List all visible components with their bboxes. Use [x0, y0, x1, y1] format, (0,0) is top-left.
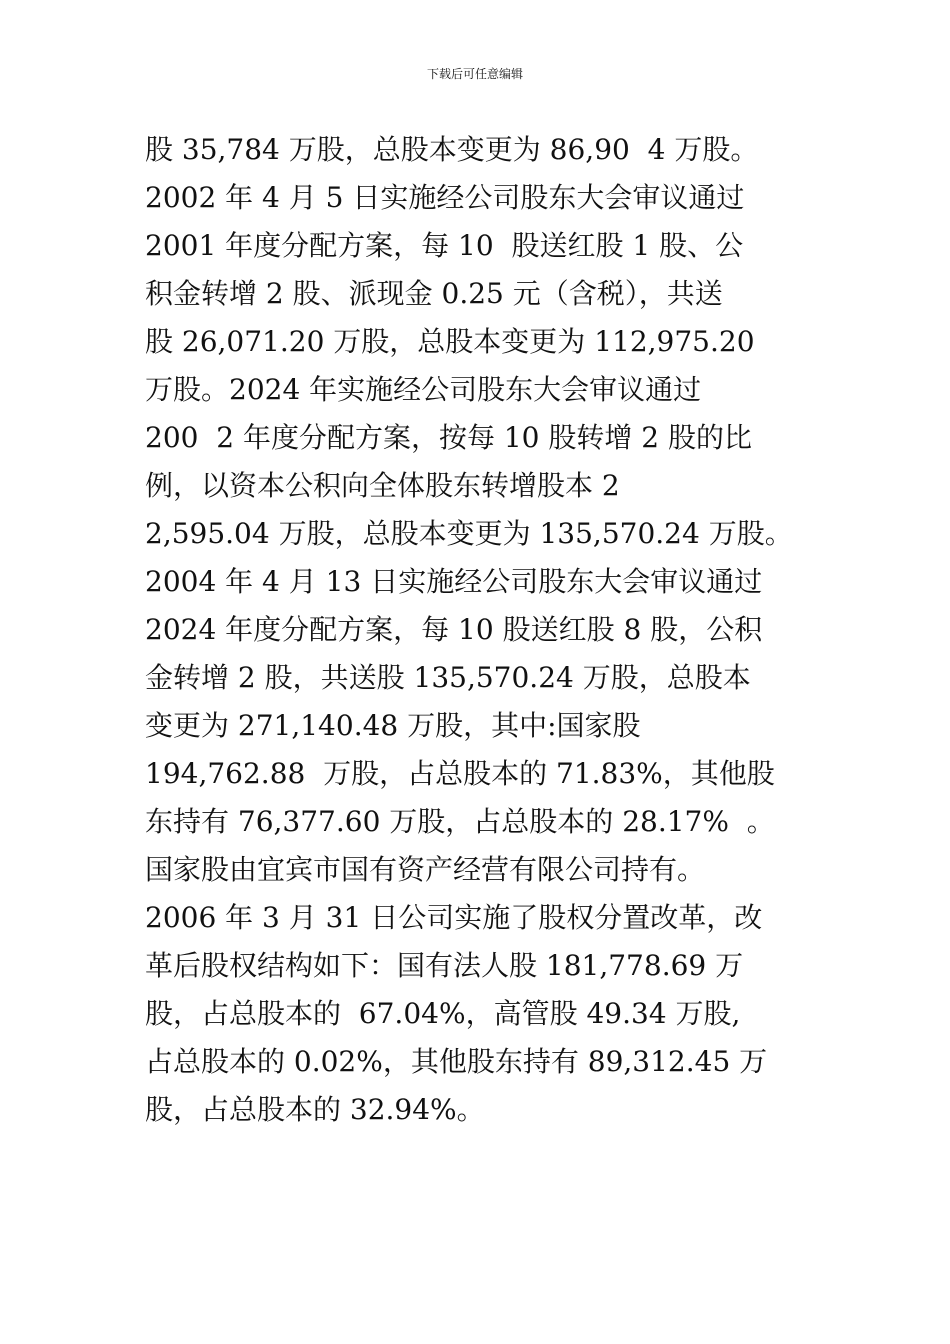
page-header: 下载后可任意编辑 — [426, 67, 523, 81]
text-line: 2001 年度分配方案，每 10 股送红股 1 股、公 — [145, 229, 744, 262]
text-line: 占总股本的 0.02%，其他股东持有 89,312.45 万 — [145, 1045, 768, 1078]
text-line: 革后股权结构如下：国有法人股 181,778.69 万 — [145, 949, 744, 982]
text-line: 例，以资本公积向全体股东转增股本 2 — [145, 469, 620, 502]
text-line: 194,762.88 万股，占总股本的 71.83%，其他股 — [145, 757, 775, 790]
text-line: 2002 年 4 月 5 日实施经公司股东大会审议通过 — [145, 181, 745, 214]
text-line: 积金转增 2 股、派现金 0.25 元（含税），共送 — [145, 277, 723, 310]
text-line: 股，占总股本的 32.94%。 — [145, 1093, 485, 1126]
text-line: 东持有 76,377.60 万股，占总股本的 28.17% 。 — [145, 805, 775, 838]
text-line: 万股。2024 年实施经公司股东大会审议通过 — [145, 373, 702, 406]
text-line: 股 26,071.20 万股，总股本变更为 112,975.20 — [145, 325, 755, 358]
body-text — [145, 126, 845, 1134]
text-line: 2006 年 3 月 31 日公司实施了股权分置改革，改 — [145, 901, 763, 934]
text-line: 2024 年度分配方案，每 10 股送红股 8 股，公积 — [145, 613, 763, 646]
text-line: 2,595.04 万股，总股本变更为 135,570.24 万股。 — [145, 517, 793, 550]
text-line: 2004 年 4 月 13 日实施经公司股东大会审议通过 — [145, 565, 763, 598]
text-line: 200 2 年度分配方案，按每 10 股转增 2 股的比 — [145, 421, 753, 454]
text-line: 股 35,784 万股，总股本变更为 86,90 4 万股。 — [145, 133, 759, 166]
text-line: 股，占总股本的 67.04%，高管股 49.34 万股, — [145, 997, 741, 1030]
text-line: 变更为 271,140.48 万股，其中:国家股 — [145, 709, 641, 742]
text-line: 金转增 2 股，共送股 135,570.24 万股，总股本 — [145, 661, 751, 694]
text-line: 国家股由宜宾市国有资产经营有限公司持有。 — [145, 853, 706, 886]
